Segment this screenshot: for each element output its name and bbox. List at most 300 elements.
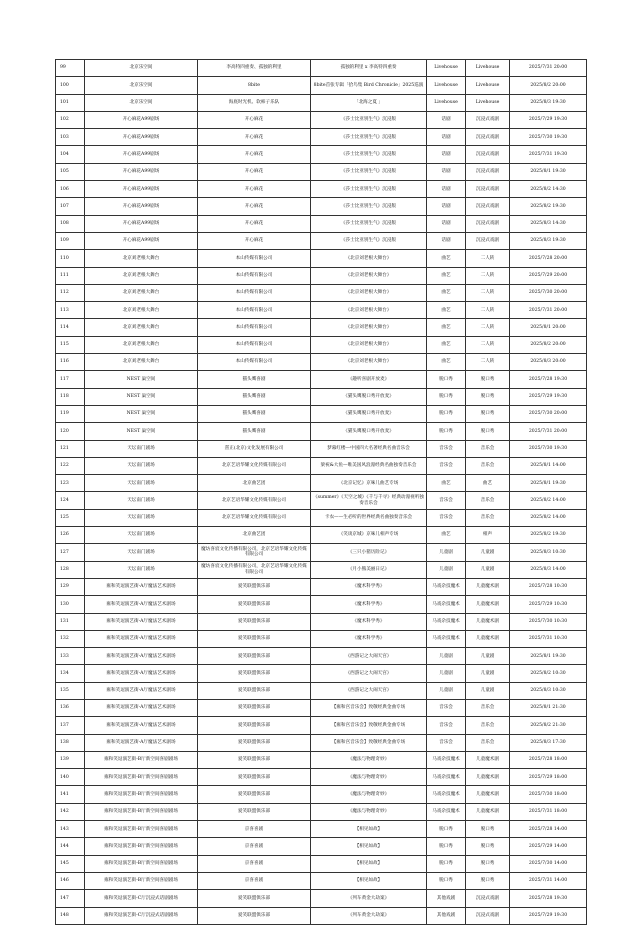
category-cell: 脱口秀 — [427, 872, 466, 889]
venue-cell: 北京刘老根大舞台 — [85, 354, 198, 371]
table-row — [56, 405, 587, 422]
subcategory-cell: 沉浸式戏剧 — [466, 907, 510, 924]
show-time-cell: 2025/8/1 14:00 — [510, 457, 587, 474]
row-number-cell: 140 — [56, 769, 85, 786]
subcategory-cell: 音乐会 — [466, 699, 510, 716]
category-cell: 儿童剧 — [427, 665, 466, 682]
organizer-cell: 北京艺语华耀文化传媒有限公司 — [198, 457, 311, 474]
organizer-cell: 本山传媒有限公司 — [198, 302, 311, 319]
program-title-cell: 《猫头鹰脱口秀开放麦》 — [311, 423, 427, 440]
venue-cell: 天坛南门剧场 — [85, 492, 198, 509]
venue-cell: 北京刘老根大舞台 — [85, 267, 198, 284]
venue-cell: 开心麻花A99剧场 — [85, 111, 198, 128]
category-cell: 音乐会 — [427, 717, 466, 734]
organizer-cell: 爱笑联盟俱乐部 — [198, 734, 311, 751]
table-row — [56, 111, 587, 128]
organizer-cell: 京喜喜剧 — [198, 855, 311, 872]
show-time-cell: 2025/8/2 19:30 — [510, 527, 587, 544]
category-cell: 脱口秀 — [427, 423, 466, 440]
venue-cell: 雍和笑逗演艺街-A厅魔法艺术剧场 — [85, 699, 198, 716]
subcategory-cell: 二人转 — [466, 319, 510, 336]
show-time-cell: 2025/8/3 10:30 — [510, 682, 587, 699]
program-title-cell: 梁祝&大鱼—唯美国风浪漫经典名曲独奏音乐会 — [311, 457, 427, 474]
show-time-cell: 2025/8/2 19:30 — [510, 198, 587, 215]
subcategory-cell: 儿童剧 — [466, 682, 510, 699]
venue-cell: NEST 巢空间 — [85, 405, 198, 422]
category-cell: 话剧 — [427, 146, 466, 163]
row-number-cell: 124 — [56, 492, 85, 509]
row-number-cell: 142 — [56, 803, 85, 820]
table-row — [56, 215, 587, 232]
row-number-cell: 101 — [56, 94, 85, 111]
program-title-cell: 《魔术科学秀》 — [311, 613, 427, 630]
subcategory-cell: 沉浸式戏剧 — [466, 163, 510, 180]
row-number-cell: 139 — [56, 751, 85, 768]
show-time-cell: 2025/7/29 10:30 — [510, 596, 587, 613]
row-number-cell: 120 — [56, 423, 85, 440]
subcategory-cell: Livehouse — [466, 94, 510, 111]
row-number-cell: 100 — [56, 77, 85, 94]
organizer-cell: 爱笑联盟俱乐部 — [198, 769, 311, 786]
subcategory-cell: 沉浸式戏剧 — [466, 181, 510, 198]
show-time-cell: 2025/8/1 21:30 — [510, 699, 587, 716]
category-cell: 曲艺 — [427, 336, 466, 353]
venue-cell: 开心麻花A99剧场 — [85, 181, 198, 198]
table-row — [56, 302, 587, 319]
subcategory-cell: 沉浸式戏剧 — [466, 215, 510, 232]
organizer-cell: 猫头鹰喜剧 — [198, 388, 311, 405]
category-cell: 话剧 — [427, 232, 466, 249]
row-number-cell: 122 — [56, 457, 85, 474]
organizer-cell: 本山传媒有限公司 — [198, 354, 311, 371]
show-time-cell: 2025/7/31 20:00 — [510, 423, 587, 440]
table-row — [56, 129, 587, 146]
venue-cell: 雍和笑逗演艺街-A厅魔法艺术剧场 — [85, 596, 198, 613]
organizer-cell: 北京艺语华耀文化传媒有限公司 — [198, 492, 311, 509]
organizer-cell: 爱笑联盟俱乐部 — [198, 907, 311, 924]
show-time-cell: 2025/7/29 18:00 — [510, 769, 587, 786]
subcategory-cell: Livehouse — [466, 77, 510, 94]
subcategory-cell: 儿童剧 — [466, 561, 510, 578]
show-time-cell: 2025/8/1 19:30 — [510, 475, 587, 492]
organizer-cell: 海底时光机、软柿子乐队 — [198, 94, 311, 111]
show-time-cell: 2025/7/28 18:00 — [510, 751, 587, 768]
row-number-cell: 102 — [56, 111, 85, 128]
program-title-cell: 《莎士比亚别生气》沉浸版 — [311, 163, 427, 180]
subcategory-cell: 二人转 — [466, 284, 510, 301]
table-row — [56, 665, 587, 682]
program-title-cell: 《魔法与物理奇妙》 — [311, 803, 427, 820]
program-title-cell: 《莎士比亚别生气》沉浸版 — [311, 111, 427, 128]
table-row — [56, 838, 587, 855]
subcategory-cell: 脱口秀 — [466, 838, 510, 855]
organizer-cell: 8bite — [198, 77, 311, 94]
category-cell: 脱口秀 — [427, 821, 466, 838]
category-cell: 马戏杂技魔术 — [427, 751, 466, 768]
subcategory-cell: 脱口秀 — [466, 872, 510, 889]
venue-cell: 雍和笑逗演艺街-A厅魔法艺术剧场 — [85, 734, 198, 751]
organizer-cell: 开心麻花 — [198, 215, 311, 232]
show-time-cell: 2025/7/30 18:00 — [510, 786, 587, 803]
venue-cell: 雍和笑逗演艺街-A厅魔法艺术剧场 — [85, 665, 198, 682]
venue-cell: 北京乐空间 — [85, 77, 198, 94]
program-title-cell: 《魔法与物理奇妙》 — [311, 786, 427, 803]
category-cell: 音乐会 — [427, 699, 466, 716]
category-cell: 儿童剧 — [427, 648, 466, 665]
row-number-cell: 109 — [56, 232, 85, 249]
row-number-cell: 146 — [56, 872, 85, 889]
show-time-cell: 2025/7/30 19:30 — [510, 129, 587, 146]
organizer-cell: 开心麻花 — [198, 181, 311, 198]
row-number-cell: 125 — [56, 509, 85, 526]
program-title-cell: 孤独的利里 x 李高特四重奏 — [311, 60, 427, 77]
row-number-cell: 127 — [56, 544, 85, 561]
organizer-cell: 北京曲艺团 — [198, 475, 311, 492]
category-cell: 马戏杂技魔术 — [427, 769, 466, 786]
row-number-cell: 119 — [56, 405, 85, 422]
category-cell: 其他戏剧 — [427, 890, 466, 907]
table-row — [56, 544, 587, 561]
table-row — [56, 181, 587, 198]
show-time-cell: 2025/7/31 18:00 — [510, 803, 587, 820]
table-row — [56, 388, 587, 405]
organizer-cell: 开心麻花 — [198, 232, 311, 249]
organizer-cell: 猫头鹰喜剧 — [198, 371, 311, 388]
organizer-cell: 爱笑联盟俱乐部 — [198, 890, 311, 907]
organizer-cell: 爱笑联盟俱乐部 — [198, 648, 311, 665]
subcategory-cell: 音乐会 — [466, 440, 510, 457]
program-title-cell: 《北京刘老根大舞台》 — [311, 267, 427, 284]
program-title-cell: 《魔术科学秀》 — [311, 596, 427, 613]
program-title-cell: 【雍和宫音乐会】致敬经典金曲专场 — [311, 717, 427, 734]
category-cell: 马戏杂技魔术 — [427, 630, 466, 647]
category-cell: 脱口秀 — [427, 405, 466, 422]
table-row — [56, 94, 587, 111]
row-number-cell: 105 — [56, 163, 85, 180]
venue-cell: 北京刘老根大舞台 — [85, 336, 198, 353]
category-cell: 话剧 — [427, 163, 466, 180]
venue-cell: 天坛南门剧场 — [85, 509, 198, 526]
venue-cell: 雍和笑逗演艺街-A厅魔法艺术剧场 — [85, 630, 198, 647]
venue-cell: 雍和笑逗演艺街-B厅新空间喜剧剧场 — [85, 803, 198, 820]
organizer-cell: 爱笑联盟俱乐部 — [198, 630, 311, 647]
category-cell: 话剧 — [427, 111, 466, 128]
category-cell: 儿童剧 — [427, 682, 466, 699]
table-row — [56, 232, 587, 249]
category-cell: 音乐会 — [427, 509, 466, 526]
program-title-cell: 「北海之夏 」 — [311, 94, 427, 111]
show-time-cell: 2025/7/28 19:30 — [510, 890, 587, 907]
category-cell: 儿童剧 — [427, 544, 466, 561]
venue-cell: 北京刘老根大舞台 — [85, 250, 198, 267]
organizer-cell: 猫头鹰喜剧 — [198, 423, 311, 440]
organizer-cell: 开心麻花 — [198, 111, 311, 128]
organizer-cell: 爱笑联盟俱乐部 — [198, 596, 311, 613]
show-time-cell: 2025/7/29 19:30 — [510, 907, 587, 924]
table-row — [56, 613, 587, 630]
program-title-cell: 《趣听喜剧开放麦》 — [311, 371, 427, 388]
table-row — [56, 267, 587, 284]
table-row — [56, 734, 587, 751]
show-time-cell: 2025/8/3 14:30 — [510, 215, 587, 232]
program-title-cell: 《北京刘老根大舞台》 — [311, 319, 427, 336]
category-cell: 其他戏剧 — [427, 907, 466, 924]
organizer-cell: 本山传媒有限公司 — [198, 250, 311, 267]
program-title-cell: 《summer》《天空之城》《千与千寻》经典动漫视听独奏音乐会 — [311, 492, 427, 509]
show-time-cell: 2025/7/31 20:00 — [510, 60, 587, 77]
venue-cell: 北京刘老根大舞台 — [85, 319, 198, 336]
subcategory-cell: 脱口秀 — [466, 405, 510, 422]
subcategory-cell: 沉浸式戏剧 — [466, 146, 510, 163]
subcategory-cell: 二人转 — [466, 250, 510, 267]
row-number-cell: 144 — [56, 838, 85, 855]
table-row — [56, 682, 587, 699]
category-cell: 曲艺 — [427, 354, 466, 371]
program-title-cell: 《西游记之大闹天宫》 — [311, 665, 427, 682]
venue-cell: 雍和笑逗演艺街-C厅沉浸式话剧剧场 — [85, 890, 198, 907]
program-title-cell: 梦幕红楼—中国四大名著经典名曲音乐会 — [311, 440, 427, 457]
category-cell: 话剧 — [427, 198, 466, 215]
row-number-cell: 134 — [56, 665, 85, 682]
venue-cell: 雍和笑逗演艺街-A厅魔法艺术剧场 — [85, 717, 198, 734]
row-number-cell: 110 — [56, 250, 85, 267]
organizer-cell: 爱笑联盟俱乐部 — [198, 699, 311, 716]
venue-cell: 开心麻花A99剧场 — [85, 232, 198, 249]
row-number-cell: 115 — [56, 336, 85, 353]
show-time-cell: 2025/8/3 10:30 — [510, 544, 587, 561]
subcategory-cell: 音乐会 — [466, 457, 510, 474]
venue-cell: 天坛南门剧场 — [85, 440, 198, 457]
show-time-cell: 2025/8/3 14:00 — [510, 561, 587, 578]
organizer-cell: 北京曲艺团 — [198, 527, 311, 544]
program-title-cell: 8bite首张专辑「拾鸟集 Bird Chronicle」2025巡演 — [311, 77, 427, 94]
program-title-cell: 【相见如故】 — [311, 855, 427, 872]
table-row — [56, 751, 587, 768]
organizer-cell: 京喜喜剧 — [198, 821, 311, 838]
subcategory-cell: 脱口秀 — [466, 855, 510, 872]
table-row — [56, 336, 587, 353]
subcategory-cell: 儿童剧 — [466, 648, 510, 665]
category-cell: 曲艺 — [427, 267, 466, 284]
program-title-cell: 《北京刘老根大舞台》 — [311, 250, 427, 267]
row-number-cell: 130 — [56, 596, 85, 613]
program-title-cell: 《莎士比亚别生气》沉浸版 — [311, 181, 427, 198]
table-row — [56, 717, 587, 734]
table-row — [56, 284, 587, 301]
table-row — [56, 578, 587, 595]
venue-cell: 开心麻花A99剧场 — [85, 129, 198, 146]
show-time-cell: 2025/8/2 10:30 — [510, 665, 587, 682]
table-row — [56, 319, 587, 336]
program-title-cell: 《笑谈京城》京味儿相声专场 — [311, 527, 427, 544]
organizer-cell: 魔坊喜宸文化传播有限公司，北京艺语华耀文化传媒有限公司 — [198, 561, 311, 578]
category-cell: 曲艺 — [427, 302, 466, 319]
subcategory-cell: 音乐会 — [466, 717, 510, 734]
program-title-cell: 【相见如故】 — [311, 821, 427, 838]
venue-cell: 天坛南门剧场 — [85, 475, 198, 492]
row-number-cell: 136 — [56, 699, 85, 716]
organizer-cell: 京喜喜剧 — [198, 838, 311, 855]
row-number-cell: 104 — [56, 146, 85, 163]
show-time-cell: 2025/7/30 14:00 — [510, 855, 587, 872]
show-time-cell: 2025/7/31 14:00 — [510, 872, 587, 889]
show-time-cell: 2025/7/31 10:30 — [510, 630, 587, 647]
program-title-cell: 《北京刘老根大舞台》 — [311, 284, 427, 301]
table-row — [56, 77, 587, 94]
venue-cell: 天坛南门剧场 — [85, 457, 198, 474]
program-title-cell: 《西游记之大闹天宫》 — [311, 648, 427, 665]
organizer-cell: 爱笑联盟俱乐部 — [198, 578, 311, 595]
program-title-cell: 《三只小猪历险记》 — [311, 544, 427, 561]
performance-schedule-table-page — [55, 59, 586, 925]
organizer-cell: 开心麻花 — [198, 198, 311, 215]
table-row — [56, 509, 587, 526]
venue-cell: 天坛南门剧场 — [85, 544, 198, 561]
subcategory-cell: 脱口秀 — [466, 388, 510, 405]
subcategory-cell: 儿童魔术剧 — [466, 751, 510, 768]
program-title-cell: 《列车黄金大劫案》 — [311, 890, 427, 907]
table-row — [56, 440, 587, 457]
category-cell: 马戏杂技魔术 — [427, 578, 466, 595]
program-title-cell: 《魔术科学秀》 — [311, 630, 427, 647]
category-cell: 脱口秀 — [427, 838, 466, 855]
venue-cell: NEST 巢空间 — [85, 371, 198, 388]
organizer-cell: 爱笑联盟俱乐部 — [198, 682, 311, 699]
table-row — [56, 163, 587, 180]
table-row — [56, 596, 587, 613]
subcategory-cell: 儿童魔术剧 — [466, 613, 510, 630]
category-cell: 曲艺 — [427, 527, 466, 544]
subcategory-cell: 儿童魔术剧 — [466, 769, 510, 786]
subcategory-cell: 音乐会 — [466, 509, 510, 526]
row-number-cell: 143 — [56, 821, 85, 838]
show-time-cell: 2025/8/1 19:30 — [510, 163, 587, 180]
category-cell: 马戏杂技魔术 — [427, 803, 466, 820]
venue-cell: 北京乐空间 — [85, 60, 198, 77]
row-number-cell: 123 — [56, 475, 85, 492]
table-row — [56, 855, 587, 872]
show-time-cell: 2025/7/28 19:30 — [510, 371, 587, 388]
subcategory-cell: 儿童剧 — [466, 665, 510, 682]
venue-cell: 雍和笑逗演艺街-B厅新空间喜剧剧场 — [85, 821, 198, 838]
organizer-cell: 开心麻花 — [198, 146, 311, 163]
subcategory-cell: 儿童魔术剧 — [466, 803, 510, 820]
organizer-cell: 爱笑联盟俱乐部 — [198, 803, 311, 820]
program-title-cell: 《魔法与物理奇妙》 — [311, 769, 427, 786]
organizer-cell: 爱笑联盟俱乐部 — [198, 751, 311, 768]
program-title-cell: 《列车黄金大劫案》 — [311, 907, 427, 924]
program-title-cell: 《北京记忆》京味儿曲艺专场 — [311, 475, 427, 492]
show-time-cell: 2025/7/29 14:00 — [510, 838, 587, 855]
row-number-cell: 147 — [56, 890, 85, 907]
row-number-cell: 118 — [56, 388, 85, 405]
subcategory-cell: 二人转 — [466, 354, 510, 371]
category-cell: 音乐会 — [427, 492, 466, 509]
organizer-cell: 李高特四重奏、孤独的利里 — [198, 60, 311, 77]
category-cell: 脱口秀 — [427, 855, 466, 872]
row-number-cell: 117 — [56, 371, 85, 388]
program-title-cell: 《莎士比亚别生气》沉浸版 — [311, 232, 427, 249]
row-number-cell: 131 — [56, 613, 85, 630]
table-row — [56, 146, 587, 163]
category-cell: 马戏杂技魔术 — [427, 786, 466, 803]
show-time-cell: 2025/7/28 14:00 — [510, 821, 587, 838]
category-cell: 曲艺 — [427, 284, 466, 301]
venue-cell: 雍和笑逗演艺街-A厅魔法艺术剧场 — [85, 613, 198, 630]
show-time-cell: 2025/7/29 20:00 — [510, 267, 587, 284]
subcategory-cell: 儿童魔术剧 — [466, 630, 510, 647]
show-time-cell: 2025/8/1 19:30 — [510, 648, 587, 665]
venue-cell: 雍和笑逗演艺街-A厅魔法艺术剧场 — [85, 648, 198, 665]
category-cell: Livehouse — [427, 94, 466, 111]
program-title-cell: 《莎士比亚别生气》沉浸版 — [311, 198, 427, 215]
row-number-cell: 132 — [56, 630, 85, 647]
program-title-cell: 《西游记之大闹天宫》 — [311, 682, 427, 699]
show-time-cell: 2025/8/2 20:00 — [510, 336, 587, 353]
show-time-cell: 2025/7/29 19:30 — [510, 111, 587, 128]
category-cell: Livehouse — [427, 77, 466, 94]
program-title-cell: 卡农——生必听的世界经典名曲独奏音乐会 — [311, 509, 427, 526]
table-row — [56, 561, 587, 578]
program-title-cell: 《猫头鹰脱口秀开放麦》 — [311, 388, 427, 405]
category-cell: 曲艺 — [427, 475, 466, 492]
venue-cell: 北京乐空间 — [85, 94, 198, 111]
table-row — [56, 769, 587, 786]
organizer-cell: 熹正(北京)文化发展有限公司 — [198, 440, 311, 457]
program-title-cell: 《莎士比亚别生气》沉浸版 — [311, 129, 427, 146]
subcategory-cell: 曲艺 — [466, 475, 510, 492]
table-row — [56, 354, 587, 371]
row-number-cell: 129 — [56, 578, 85, 595]
category-cell: 话剧 — [427, 129, 466, 146]
venue-cell: 开心麻花A99剧场 — [85, 215, 198, 232]
table-row — [56, 198, 587, 215]
program-title-cell: 《莎士比亚别生气》沉浸版 — [311, 146, 427, 163]
category-cell: 话剧 — [427, 181, 466, 198]
venue-cell: 雍和笑逗演艺街-B厅新空间喜剧剧场 — [85, 751, 198, 768]
show-time-cell: 2025/8/2 14:00 — [510, 492, 587, 509]
category-cell: 脱口秀 — [427, 371, 466, 388]
venue-cell: 开心麻花A99剧场 — [85, 163, 198, 180]
organizer-cell: 猫头鹰喜剧 — [198, 405, 311, 422]
show-time-cell: 2025/7/28 20:00 — [510, 250, 587, 267]
show-time-cell: 2025/7/30 19:30 — [510, 440, 587, 457]
program-title-cell: 《莎士比亚别生气》沉浸版 — [311, 215, 427, 232]
table-row — [56, 250, 587, 267]
program-title-cell: 《北京刘老根大舞台》 — [311, 302, 427, 319]
category-cell: 曲艺 — [427, 319, 466, 336]
row-number-cell: 126 — [56, 527, 85, 544]
show-time-cell: 2025/7/31 20:00 — [510, 302, 587, 319]
show-time-cell: 2025/7/30 20:00 — [510, 405, 587, 422]
organizer-cell: 魔坊喜宸文化传播有限公司，北京艺语华耀文化传媒有限公司 — [198, 544, 311, 561]
row-number-cell: 116 — [56, 354, 85, 371]
subcategory-cell: Livehouse — [466, 60, 510, 77]
category-cell: 音乐会 — [427, 734, 466, 751]
subcategory-cell: 二人转 — [466, 302, 510, 319]
organizer-cell: 开心麻花 — [198, 129, 311, 146]
organizer-cell: 京喜喜剧 — [198, 872, 311, 889]
venue-cell: 开心麻花A99剧场 — [85, 146, 198, 163]
venue-cell: NEST 巢空间 — [85, 388, 198, 405]
organizer-cell: 本山传媒有限公司 — [198, 267, 311, 284]
subcategory-cell: 儿童剧 — [466, 544, 510, 561]
table-row — [56, 60, 587, 77]
venue-cell: 雍和笑逗演艺街-B厅新空间喜剧剧场 — [85, 838, 198, 855]
show-time-cell: 2025/8/3 19:30 — [510, 232, 587, 249]
row-number-cell: 121 — [56, 440, 85, 457]
program-title-cell: 《月小熊美丽日记》 — [311, 561, 427, 578]
